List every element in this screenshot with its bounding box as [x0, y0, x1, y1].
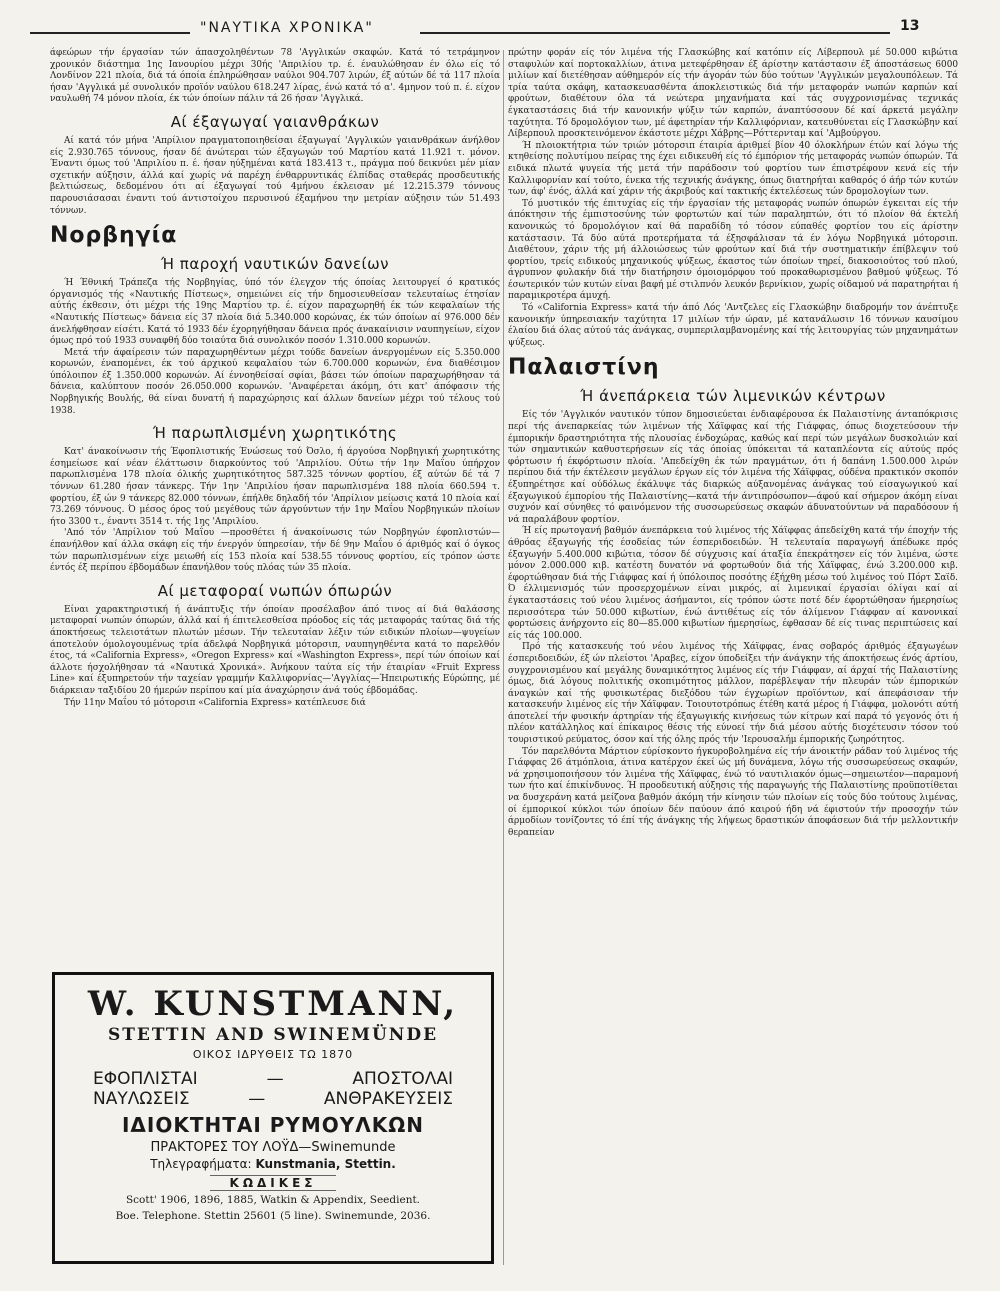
article-paragraph: Είς τόν 'Αγγλικόν ναυτικόν τύπον δημοσιεύεται ένδιαφέρουσα έκ Παλαιστίνης άνταπόκρισις περί τής άνεπαρκείας τών λιμένων τής Χάϊφφας καί τής Γιάφφας, όπως διοχετεύσουν τήν έμπορικήν δραστηριότητα τής πλουσίας ένδοχώρας, καθώς καί περί τών μεγάλων δυσκολιών καί τών σημαντικών καθυστερήσεων είς τάς όποίας ύπόκειται τά καταπλέοντα είς αύτούς πρός φόρτωσιν ή έκφόρτωσιν πλοία. 'Απεδείχθη έκ τών πραγμάτων, ότι ή δαπάνη 1.500.000 λιρών περίπου διά τήν έκτέλεσιν μεγάλων έργων είς τόν λιμένα τής Χάϊφφας, ούδένα πρακτικόν σκοπόν έξυπηρέτησε καί ούδόλως έκάλυψε τάς διαρκώς αύξανομένας άνάγκας τού είσαγωγικού καί έξαγωγικού έμπορίου τής Παλαιστίνης—κατά τήν άντιπρόσωπον—άφού καί σήμερον άκόμη είναι συχνόν καί σύνηθες τό φαινόμενον τής συσσωρεύσεως σκαφών άδυνατούντων νά παραδόσουν ή νά παραλάβουν φορτίον.: [508, 410, 958, 525]
ad-services: [55, 1069, 491, 1109]
article-paragraph: άφεώρων τήν έργασίαν τών άπασχοληθέντων 78 'Αγγλικών σκαφών. Κατά τό τετράμηνον χρονικόν διάστημα 1ης Ιανουρίου μέχρι 30ής 'Απριλίου τρ. έ. έναυλώθησαν έν όλω είς τό Λονδίνον 221 πλοία, διά τά όποία έπληρώθησαν ναύλοι 904.707 λιρών, έξ αύτών δέ τά 117 πλοία ήσαν 'Αγγλικά μέ συνολικόν προϊόν ναύλου 618.247 λίρας, ένώ κατά τό α'. 4μηνον τού π. έ. είχον ναυλωθή 74 μόνον πλοία, έκ τών όποίων πάλιν τά 26 ήσαν 'Αγγλικά.: [50, 48, 500, 105]
ad-service: ΕΦΟΠΛΙΣΤΑΙ: [93, 1069, 198, 1089]
ad-founded: ΟΙΚΟΣ ΙΔΡΥΘΕΙΣ ΤΩ 1870: [192, 1048, 354, 1061]
ad-service-row: [93, 1069, 453, 1089]
laid-up-tonnage-heading: Ή παρωπλισμένη χωρητικότης: [152, 424, 398, 443]
page-number: 13: [900, 18, 920, 34]
ad-telegraph-label: Τηλεγραφήματα:: [150, 1157, 252, 1171]
ad-service: ΑΠΟΣΤΟΛΑΙ: [352, 1069, 453, 1089]
masthead-title: "ΝΑΥΤΙΚΑ ΧΡΟΝΙΚΑ": [200, 20, 374, 36]
column-divider: [503, 50, 504, 1265]
header-rule-right: [420, 32, 890, 34]
ad-service: ΝΑΥΛΩΣΕΙΣ: [93, 1089, 190, 1109]
ship-loans-heading: Ή παροχή ναυτικών δανείων: [160, 255, 390, 274]
ad-codes-line: Scott' 1906, 1896, 1885, Watkin & Appendix, Seedient.: [125, 1194, 421, 1206]
coal-exports-heading: Αί έξαγωγαί γαιανθράκων: [170, 112, 380, 131]
article-paragraph: Τόν παρελθόντα Μάρτιον εύρίσκοντο ήγκυροβολημένα είς τήν άνοικτήν ράδαν τού λιμένος τής Γιάφφας 26 άτμόπλοια, άτινα κατέρχον έκεί ώς μή δυνάμενα, λόγω τής συσσωρεύσεως σκαφών, νά χρησιμοποιήσουν τόν λιμένα τής Χάϊφφας, ένώ τό ναυτιλιακόν όμως—σημειωτέον—παραμονή των ήτο καί έπικίνδυνος. Ή προοδευτική αύξησις τής παραγωγής τής Παλαιστίνης προϋποτίθεται να δυσχεράνη κατά μείζονα βαθμόν άκόμη τήν κίνησιν τών πλοίων είς τούς δύο τούτους λιμένας, οί έμπορικοί κύκλοι τών όποίων δέν παύουν άπό καιρού ήδη νά έφιστούν τήν προσοχήν τών άρμοδίων τονίζοντες τό έπί τής άνάγκης τής λήψεως δραστικών άποφάσεων διά τήν μελλοντικήν θεραπείαν: [508, 746, 958, 838]
ad-service-row: [93, 1089, 453, 1109]
article-paragraph: Τό μυστικόν τής έπιτυχίας είς τήν έργασίαν τής μεταφοράς νωπών όπωρών έγκειται είς τήν άπόκτησιν τής έμπιστοσύνης τών φορτωτών καί τών παραληπτών, ότι τό πλοίον θά έκτελή κανονικώς τό δρομολόγιον καί θά παραδίδη τό τόσον εύπαθές φορτίον του είς άρίστην κατάστασιν. Τά δύο αύτά προτερήματα τά έξησφάλισαν τά έν λόγω Νορβηγικά μότορσιπ. Διαθέτουν, χάριν τής μή άλλοιώσεως τών φρούτων καί διά τήν συστηματικήν έπίβλεψιν τού φορτίου, τρείς ειδικούς μηχανικούς ψύξεως, έκαστος τών όποίων τηρεί, διακοσιούτος τού πλού, άγρυπνον φυλακήν διά τήν διατήρησιν όμοιομόρφου τού προκαθωρισμένου βαθμού ψύξεως. Τό έσωτερικόν τών κυτών είναι βαφή μέ στιλπνόν λευκόν βερνίκιον, χωρίς οίδαμού νά παρατηρήται ή παραμικροτέρα άμυχή.: [508, 198, 958, 302]
ad-telegraph: [55, 1157, 491, 1171]
article-paragraph: Ή είς πρωτογανή βαθμόν άνεπάρκεια τού λιμένος τής Χάϊφφας άπεδείχθη κατά τήν έποχήν τής άθρόας έξαγωγής τής έσοδείας τών έσπεριδοειδών. Ή τελευταία παραγωγή άπέδωκε πρός έξαγωγήν 5.400.000 κιβώτια, τόσον δέ σύγχυσις καί άταξία έπεκράτησεν είς τόν λιμένα, ώστε μόνον 2.000.000 κιβ. κατέστη δυνατόν νά φορτωθούν διά τής Χάϊφφας, ένώ 3.200.000 κιβ. έφορτώθησαν διά τής Γιάφφας καί ή ύπόλοιπος ποσότης έξήχθη μέσω τού λιμένος τού Πόρτ Σαϊδ. Ό έλλιμενισμός τών προσερχομένων είναι μικρός, αί λιμενικαί έργασίαι όλίγαι καί αί έγκαταστάσεις τού νέου λιμένος άσήμαντοι, είς τρόπον ώστε ποτέ δέν έφορτώθησαν ήμερησίως περισσότερα τών 50.000 κιβωτίων, ένώ άντιθέτως είς τόν άλίμενον Γιάφφαν αί κανονικαί φορτώσεις άνήρχοντο είς 80—85.000 κιβωτίων ήμερησίως, έφθασαν δέ είς τινας περιπτώσεις καί είς τάς 100.000.: [508, 526, 958, 641]
article-paragraph: Τό «California Express» κατά τήν άπό Λός 'Αντζελες είς Γλασκώβην διαδρομήν τον άνέπτυξε κανονικήν ύπηρεσιακήν ταχύτητα 17 μιλίων τήν ώραν, μέ κατανάλωσιν 16 τόννων καυσίμου έλαίου διά όλας αύτού τάς άνάγκας, συμπεριλαμβανομένης καί τής λειτουργίας τών μηχανημάτων ψύξεως.: [508, 303, 958, 348]
article-paragraph: Μετά τήν άφαίρεσιν τών παραχωρηθέντων μέχρι τούδε δανείων άνεργομένων είς 5.350.000 κορωνών, έναπομένει, έκ τού άρχικού κεφαλαίου τών 6.700.000 κορωνών, ένα διαθέσιμον ύπόλοιπον έξ 1.350.000 κορωνών. Αί έννοηθείσαί σφίαι, βάσει τών όποίων παραχωρήθησαν τά δάνεια, καλύπτουν ποσόν 26.050.000 κορωνών. 'Αναφέρεται άκόμη, ότι κατ' άπόφασιν τής Νορβηγικής Βουλής, θά είναι δυνατή ή παραχώρησις καί άλλων δανείων μέχρι τού τέλους τού 1938.: [50, 347, 500, 416]
ad-tug-owners: ΙΔΙΟΚΤΗΤΑΙ ΡΥΜΟΥΛΚΩΝ: [121, 1113, 424, 1137]
article-paragraph: Είναι χαρακτηριστική ή άνάπτυξις τήν όποίαν προσέλαβον άπό τινος αί διά θαλάσσης μεταφοραί νωπών όπωρών, άλλά καί ή έπιτελεσθείσα πρόοδος είς τάς μεταφοράς ταύτας διά τής άποκτήσεως τελειοτάτων πλωτών μέσων. Τήν τελευταίαν λέξιν τών ειδικών πλοίων—ψυγείων άποτελούν όμολογουμένως τρία άδελφά Νορβηγικά μότορσιπ, ναυπηγηθέντα κατά το παρελθόν έτος, τά «California Express», «Oregon Express» καί «Washington Express», περί τών όποίων καί άλλοτε ήσχολήθησαν τά «Ναυτικά Χρονικά». Άνήκουν ταύτα είς τήν έταιρίαν «Fruit Express Line» καί έξυπηρετούν τήν ταχείαν γραμμήν Καλλιφορνίας—'Αγγλίας—Ήπειρωτικής Εύρώπης, μέ διάρκειαν ταξιδίου 20 ήμερών περίπου καί μία άναχώρησιν άνά τούς έβδομάδας.: [50, 604, 500, 696]
left-column: [50, 48, 500, 709]
ad-codes-title: ΚΩΔΙΚΕΣ: [210, 1175, 337, 1191]
header-rule-left: [30, 32, 190, 34]
kunstmann-advertisement: [52, 972, 494, 1264]
article-paragraph: πρώτην φοράν είς τόν λιμένα τής Γλασκώβης καί κατόπιν είς Λίβερπουλ μέ 50.000 κιβώτια σταφυλών καί πορτοκαλλίων, άτινα μετεφέρθησαν έξ άρίστην κατάστασιν έξ άποστάσεως 6000 μιλίων καί διετέθησαν αύθημερόν είς τήν άγοράν τών δύο τούτων 'Αγγλικών μεγαλουπόλεων. Τά τρία ταύτα σκάφη, κατασκευασθέντα άποκλειστικώς διά τήν μεταφοράν νωπών καρπών καί φρούτων, διαθέτουν όλα τά νεώτερα μηχανήματα καί τάς συγχρονισμένας τεχνικάς έγκαταστάσεις διά τήν κανονικήν ψύξιν τών καρπών, άναπτύσσουν δέ καί άρκετά μεγάλην ταχύτητα. Τό δρομολόγιον των, μέ άφετηρίαν τήν Καλλιφόρνιαν, κατευθύνεται είς Γλασκώβην καί Λίβερπουλ προσκτεινόμενον έκάστοτε μέχρι Χάβρης—Ρόττερνταμ καί 'Αμβούργου.: [508, 48, 958, 140]
port-inadequacy-heading: Ή άνεπάρκεια τών λιμενικών κέντρων: [580, 387, 886, 406]
article-paragraph: 'Από τόν 'Απρίλιον τού Μαΐου —προσθέτει ή άνακοίνωσις τών Νορβηγών έφοπλιστών— έπανήλθον καί άλλα σκάφη είς τήν ένεργόν ύπηρεσίαν, τήν δέ 9ην Μαΐου ό άριθμός καί ό όγκος τών παρωπλισμένων είχε μειωθή είς 153 πλοία καί 538.55 τόννους φορτίου, είς τρόπον ώστε έντός έξ περίπου έβδομάδων έπανήλθον τούς πλόας τών 35 πλοία.: [50, 528, 500, 574]
article-paragraph: Ή Έθνική Τράπεζα τής Νορβηγίας, ύπό τόν έλεγχον τής όποίας λειτουργεί ό κρατικός όργανισμός τής «Ναυτικής Πίστεως», σημειώνει είς τήν δημοσιευθείσαν τελευταίως έτησίαν αύτής έκθεσιν, ότι μέχρι τής 19ης Μαρτίου τρ. έ. είχον παραχωρηθή έκ τών κεφαλαίων τής «Ναυτικής Πίστεως» δάνεια είς 37 πλοία διά 5.340.000 κορώνας, έκ τών όποίων αί 976.000 δέν άνελήφθησαν είσέτι. Κατά τό 1933 δέν έχορηγήθησαν δάνεια πρός άνακαίνισιν ναυπηγείων, είχον όμως πρό τού 1933 συναφθή δύο τοιαύτα διά συνολικόν ποσόν 1.310.000 κορωνών.: [50, 278, 500, 347]
ad-company-name: W. KUNSTMANN,: [87, 984, 459, 1024]
article-paragraph: Αί κατά τόν μήνα 'Απρίλιον πραγματοποιηθείσαι έξαγωγαί 'Αγγλικών γαιανθράκων άνήλθον είς 2.930.765 τόννους, ήσαν δέ άνώτεραι τών έξαγωγών τού Μαρτίου κατά 11.921 τ. μόνον. Έναντι όμως τού 'Απριλίου π. έ. ήσαν ηύξημέναι κατά 183.413 τ., πράγμα πού δεικνύει μέν μίαν σχετικήν αύξησιν, άλλά καί χωρίς νά παρέχη ένθαρρυντικάς έλπίδας σταθεράς προσδευτικής βελτιώσεως, δεδομένου ότι αί έξαγωγαί τού 4μήνου έκλεισαν μέ 12.215.379 τόννους παρουσιάσασαι έναντι τού άντιστοίχου περυσινού έξαμήνου την μετρίαν αύξησιν τών 51.493 τόννων.: [50, 135, 500, 216]
ad-lloyd-agents: ΠΡΑΚΤΟΡΕΣ ΤΟΥ ΛΟΫΔ—Swinemunde: [150, 1140, 396, 1155]
page-header: [30, 14, 970, 44]
ad-dash: —: [266, 1069, 284, 1089]
ad-phone-line: Boe. Telephone. Stettin 25601 (5 line). Swinemunde, 2036.: [115, 1210, 431, 1222]
fruit-transport-heading: Αί μεταφοραί νωπών όπωρών: [157, 581, 393, 600]
article-paragraph: Τήν 11ην Μαΐου τό μότορσιπ «California Express» κατέπλευσε διά: [64, 697, 366, 708]
ad-service: ΑΝΘΡΑΚΕΥΣΕΙΣ: [323, 1089, 453, 1109]
article-paragraph: Κατ' άνακοίνωσιν τής Έφοπλιστικής Ένώσεως τού Όσλο, ή άργούσα Νορβηγική χωρητικότης έσημείωσε καί νέαν έλάττωσιν διαρκούντος τού 'Απριλίου. Ούτω τήν 1ην Μαΐου ύπήρχον παρωπλισμένα 178 πλοία όλικής χωρητικότητος 587.325 τόννων φορτίου, έξ αύτών δέ τά 7 τόννων 61.280 ήσαν τάνκερς. Τήν 1ην 'Απριλίου ήσαν παρωπλισμένα 188 πλοία 660.594 τ. φορτίου, έξ ών 9 τάνκερς 82.000 τόννων, έπήλθε δηλαδή τόν 'Απρίλιον μείωσις κατά 10 πλοία καί 73.269 τόννους. Ό μέσος όρος τού μεγέθους τών άργούντων τήν 1ην Μαΐου Νορβηγικών πλοίων ήτο 3300 τ., έναντι 3514 τ. τής 1ης 'Απριλίου.: [50, 447, 500, 527]
ad-city: STETTIN AND SWINEMÜNDE: [107, 1025, 439, 1045]
ad-dash: —: [248, 1089, 266, 1109]
article-paragraph: Ή πλοιοκτήτρια τών τριών μότορσιπ έταιρία άριθμεί βίον 40 όλοκλήρων έτών καί λόγω τής κτηθείσης πολυτίμου πείρας της έχει ειδικευθή είς τό έμπόριον τής μεταφοράς νωπών όπωρών. Τά ειδικά πλωτά ψυγεία τής μετά τήν παράδοσιν τού φορτίου των έπιστρέφουν κενά είς τήν Καλλιφορνίαν καί τούτο, ένεκα τής τεχνικής άνάγκης, όπως διατηρήται καθαρός ό άήρ τών κυτών των, άφ' ένός, άλλά καί χάριν τής άκριβούς καί τακτικής έκτελέσεως τών δρομολογίων των.: [508, 140, 958, 198]
norway-section-heading: Νορβηγία: [50, 223, 178, 249]
article-paragraph: Πρό τής κατασκευής τού νέου λιμένος τής Χάϊφφας, ένας σοβαρός άριθμός έξαγωγέων έσπεριδοειδών, έξ ών πλείστοι 'Αραβες, είχον ύποδείξει τήν άνάγκην τής άποκτήσεως ένός άρτίου, συγχρονισμένου καί μεγάλης δυναμικότητος λιμένος είς τήν Γιάφφαν, αί άρχαί τής Παλαιστίνης όμως, διά λόγους πολιτικής σκοπιμότητος μάλλον, παρέβλεψαν τήν πλευράν τών έμπορικών άναγκών καί τής φυσικωτέρας διεξόδου τών έγχωρίων προϊόντων, καί άπεφάσισαν τήν κατασκευήν λιμένος είς τήν Χάϊφφαν. Τοιουτοτρόπως έτέθη κατά μέρος ή Γιάφφα, μολονότι αύτή άποτελεί τήν φυσικήν άρτηρίαν τής έξαγωγικής κινήσεως τών κίτρων καί παρά τό γεγονός ότι ή πλέον κατάλληλος καί έπίκαιρος θέσις τής εύνοεί τήν διά μέσου αύτής διοχέτευσιν τόσον τού τουριστικού ρεύματος, όσον καί τής όλης πρός τήν 'Ιερουσαλήμ έμπορικής ζωηρότητος.: [508, 642, 958, 746]
ad-telegraph-value: Kunstmania, Stettin.: [255, 1157, 396, 1171]
right-column: [508, 48, 958, 839]
palestine-section-heading: Παλαιστίνη: [508, 355, 660, 381]
